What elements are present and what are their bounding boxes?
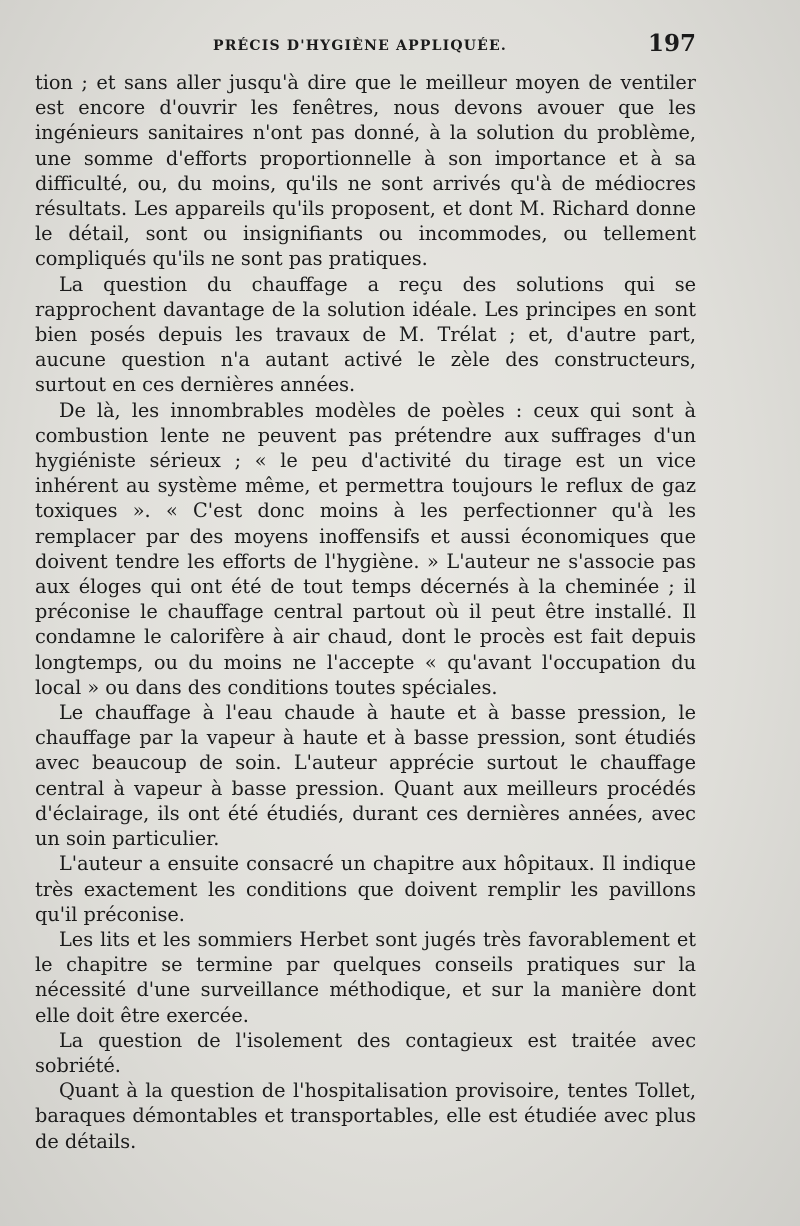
paragraph-ventilation-continued: tion ; et sans aller jusqu'à dire que le meilleur moyen de ventiler est encore d'ouvrir les fenêtres, nous devons avouer que les ingénieurs sanitaires n'ont pas donné, à la solution du problème, une somme d'efforts proportionnelle à son importance et à sa difficulté, ou, du moins, qu'ils ne sont arrivés qu'à de médiocres résultats. Les appareils qu'ils proposent, et dont M. Richard donne le détail, sont ou insignifiants ou incommodes, ou tellement compliqués qu'ils ne sont pas pratiques. bbox=[35, 71, 696, 271]
paragraph-hopitaux: L'auteur a ensuite consacré un chapitre aux hôpitaux. Il indique très exactement les conditions que doivent remplir les pavillons qu'il préconise. bbox=[35, 852, 696, 926]
page-number: 197 bbox=[647, 30, 696, 57]
running-head bbox=[0, 30, 800, 64]
paragraph-chauffage: La question du chauffage a reçu des solutions qui se rapprochent davantage de la solution idéale. Les principes en sont bien posés depuis les travaux de M. Trélat ; et, d'autre part, aucune question n'a autant activé le zèle des constructeurs, surtout en ces dernières années. bbox=[35, 272, 696, 397]
body-text bbox=[35, 70, 696, 1154]
paragraph-chauffage-eau-vapeur: Le chauffage à l'eau chaude à haute et à basse pression, le chauffage par la vapeur à haute et à basse pression, sont étudiés avec beaucoup de soin. L'auteur apprécie surtout le chauffage central à vapeur à basse pression. Quant aux meilleurs procédés d'éclairage, ils ont été étudiés, durant ces dernières années, avec un soin particulier. bbox=[35, 701, 696, 851]
running-title: PRÉCIS D'HYGIÈNE APPLIQUÉE. bbox=[212, 38, 507, 54]
paragraph-hospitalisation-provisoire: Quant à la question de l'hospitalisation provisoire, tentes Tollet, baraques démontables et transportables, elle est étudiée avec plus de détails. bbox=[35, 1079, 696, 1153]
paragraph-poeles: De là, les innombrables modèles de poèles : ceux qui sont à combustion lente ne peuvent pas prétendre aux suffrages d'un hygiéniste sérieux ; « le peu d'activité du tirage est un vice inhérent au système même, et permettra toujours le reflux de gaz toxiques ». « C'est donc moins à les perfectionner qu'à les remplacer par des moyens inoffensifs et aussi économiques que doivent tendre les efforts de l'hygiène. » L'auteur ne s'associe pas aux éloges qui ont été de tout temps décernés à la cheminée ; il préconise le chauffage central partout où il peut être installé. Il condamne le calorifère à air chaud, dont le procès est fait depuis longtemps, ou du moins ne l'accepte « qu'avant l'occupation du local » ou dans des conditions toutes spéciales. bbox=[35, 398, 696, 699]
paragraph-isolement: La question de l'isolement des contagieux est traitée avec sobriété. bbox=[35, 1028, 696, 1077]
paragraph-lits-sommiers: Les lits et les sommiers Herbet sont jugés très favorablement et le chapitre se termine par quelques conseils pratiques sur la nécessité d'une surveillance méthodique, et sur la manière dont elle doit être exercée. bbox=[35, 927, 696, 1027]
